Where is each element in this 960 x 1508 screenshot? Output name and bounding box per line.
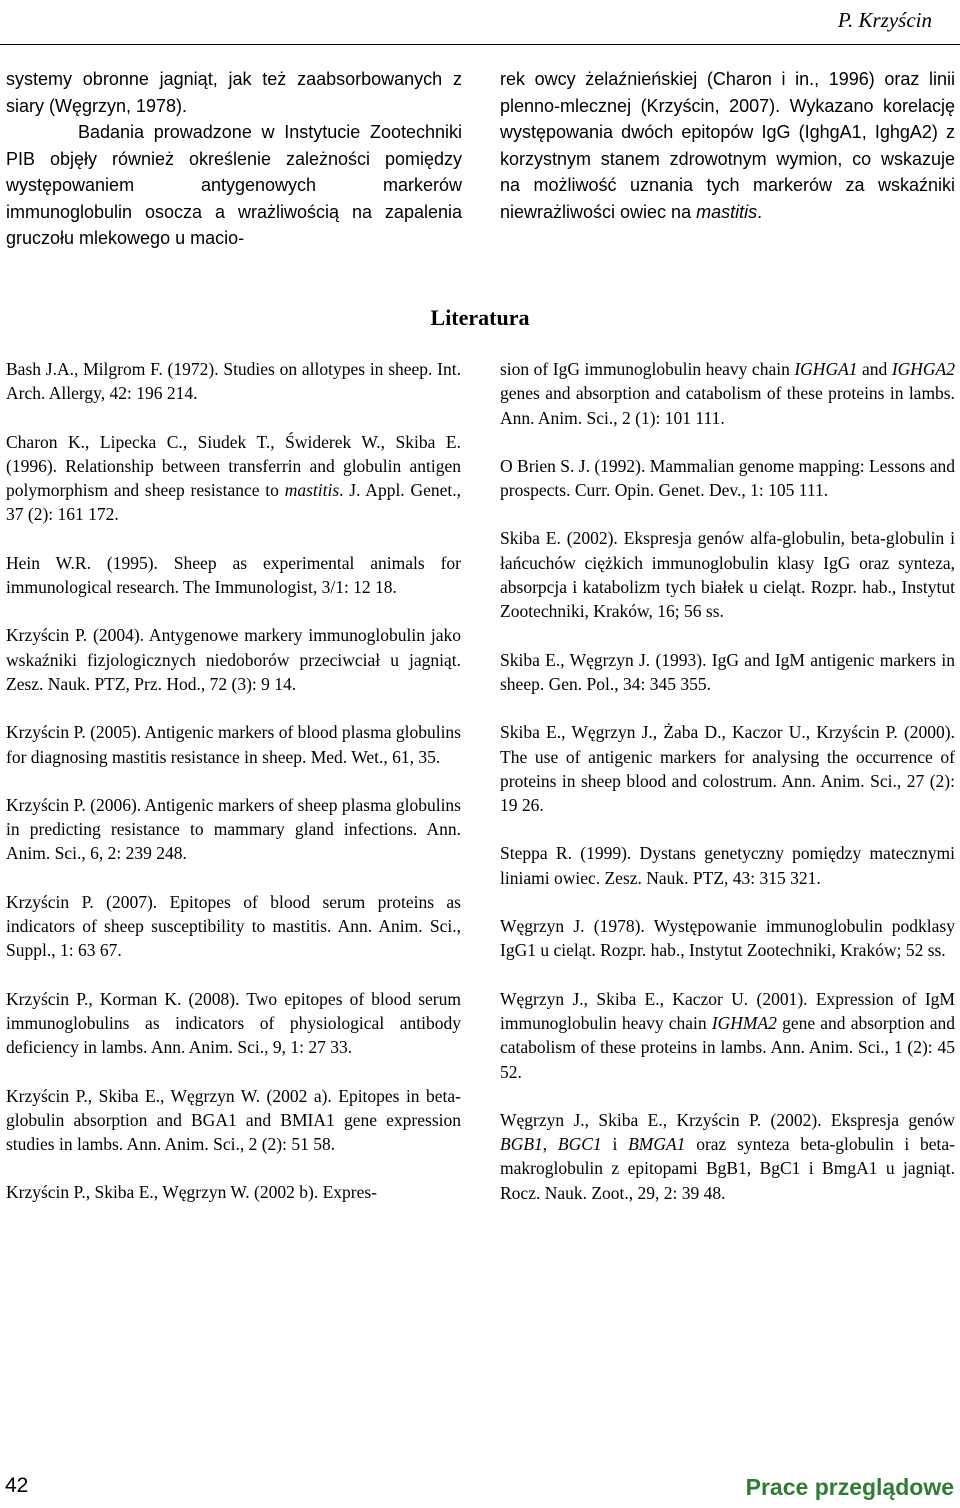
ref-italic: mastitis (284, 480, 340, 501)
reference-item (500, 648, 955, 697)
reference-item (6, 987, 461, 1060)
ref-text: Węgrzyn J., Skiba E., Kaczor U. (2001). Expression of IgM immunoglobulin heavy chain (500, 988, 955, 1033)
ref-text: oraz synteza beta-globulin i beta-makroglobulin z epitopami BgB1, BgC1 i BmgA1 u jagniąt. Rocz. Nauk. Zoot., 29, 2: 39 48. (500, 1134, 955, 1203)
ref-italic: BGC1 (557, 1134, 602, 1155)
ref-text: Węgrzyn J., Skiba E., Krzyścin P. (2002). Ekspresja genów (500, 1109, 955, 1130)
ref-text: Krzyścin P., Korman K. (2008). Two epitopes of blood serum immunoglobulins as indicators of physiological antibody deficiency in lambs. Ann. Anim. Sci., 9, 1: 27 33. (6, 988, 461, 1058)
ref-italic: BMGA1 (628, 1134, 686, 1155)
reference-item (6, 1180, 461, 1204)
ref-text: genes and absorption and catabolism of these proteins in lambs. Ann. Anim. Sci., 2 (1): 101 111. (500, 383, 955, 428)
ref-text: Węgrzyn J. (1978). Występowanie immunoglobulin podklasy IgG1 u cieląt. Rozpr. hab., Instytut Zootechniki, Kraków; 52 ss. (500, 916, 955, 961)
ref-text: Krzyścin P. (2004). Antygenowe markery immunoglobulin jako wskaźniki fizjologicznych niedoborów przeciwciał u jagniąt. Zesz. Nauk. PTZ, Prz. Hod., 72 (3): 9 14. (6, 625, 461, 694)
ref-text: Skiba E. (2002). Ekspresja genów alfa-globulin, beta-globulin i łańcuchów ciężkich immunoglobulin klasy IgG oraz synteza, absorpcja i katabolizm tych białek u cieląt. Rozpr. hab., Instytut Zootechniki, Kraków, 16; 56 ss. (500, 528, 955, 622)
ref-text: . J. Appl. Genet., 37 (2): 161 172. (6, 480, 461, 525)
body-paragraph: Badania prowadzone w Instytucie Zootechniki PIB objęły również określenie zależności pomiędzy występowaniem antygenowych markerów immunoglobulin osocza a wrażliwością na zapalenia gruczołu mlekowego u macio- (6, 122, 462, 248)
body-paragraph (500, 66, 955, 225)
reference-item (500, 1108, 955, 1205)
reference-item (500, 841, 955, 890)
body-text-italic: mastitis (696, 201, 758, 222)
ref-text: O Brien S. J. (1992). Mammalian genome mapping: Lessons and prospects. Curr. Opin. Genet. Dev., 1: 105 111. (500, 455, 955, 501)
section-title: Literatura (430, 305, 530, 330)
page-number: 42 (5, 1474, 29, 1497)
reference-item (500, 914, 955, 963)
ref-italic: IGHGA1 (794, 359, 858, 379)
reference-item (500, 454, 955, 503)
ref-italic: BGB1 (500, 1134, 543, 1155)
references-column-right (500, 357, 955, 1229)
ref-text: i (601, 1134, 629, 1155)
reference-item (500, 526, 955, 623)
ref-italic: IGHGA2 (891, 359, 955, 379)
reference-item (500, 357, 955, 430)
ref-text: Hein W.R. (1995). Sheep as experimental animals for immunological research. The Immunologist, 3/1: 12 18. (6, 552, 461, 598)
body-text-span: rek owcy żelaźnieńskiej (Charon i in., 1996) oraz linii plenno-mlecznej (Krzyścin, 2007). Wykazano korelację występowania dwóch epitopów IgG (IghgA1, IghgA2) z korzystnym stanem zdrowotnym wymion, co wskazuje na możliwość uznania tych markerów za wskaźniki niewrażliwości owiec na (500, 69, 955, 222)
ref-text: Bash J.A., Milgrom F. (1972). Studies on allotypes in sheep. Int. Arch. Allergy, 42: 196 214. (6, 359, 461, 404)
ref-text: Krzyścin P., Skiba E., Węgrzyn W. (2002 a). Epitopes in beta-globulin absorption and BGA1 and BMIA1 gene expression studies in lambs. Ann. Anim. Sci., 2 (2): 51 58. (6, 1085, 461, 1155)
reference-item (6, 357, 461, 406)
ref-text: gene and absorption and catabolism of these proteins in lambs. Ann. Anim. Sci., 1 (2): 45 52. (500, 1012, 955, 1082)
ref-text: Skiba E., Węgrzyn J. (1993). IgG and IgM antigenic markers in sheep. Gen. Pol., 34: 345 355. (500, 649, 955, 694)
ref-text: Krzyścin P., Skiba E., Węgrzyn W. (2002 b). Expres- (6, 1182, 378, 1203)
references-column-left (6, 357, 461, 1229)
ref-text: Charon K., Lipecka C., Siudek T., Świderek W., Skiba E. (1996). Relationship between transferrin and globulin antigen polymorphism and sheep resistance to (6, 431, 461, 501)
reference-item (6, 1084, 461, 1157)
running-header-author: P. Krzyścin (837, 8, 932, 32)
reference-item (500, 987, 955, 1084)
body-text-span: . (757, 201, 763, 222)
reference-item (6, 623, 461, 696)
body-column-left (6, 66, 462, 252)
ref-text: , (542, 1134, 558, 1155)
body-column-right (500, 66, 955, 225)
reference-item (500, 720, 955, 817)
reference-item (6, 551, 461, 600)
ref-text: Krzyścin P. (2007). Epitopes of blood serum proteins as indicators of sheep susceptibility to mastitis. Ann. Anim. Sci., Suppl., 1: 63 67. (6, 891, 461, 961)
ref-text: Krzyścin P. (2006). Antigenic markers of sheep plasma globulins in predicting resistance to mammary gland infections. Ann. Anim. Sci., 6, 2: 239 248. (6, 794, 461, 864)
footer-section-title: Prace przeglądowe (745, 1474, 954, 1500)
ref-italic: IGHMA2 (711, 1012, 777, 1033)
header-rule (0, 44, 960, 45)
body-paragraph: systemy obronne jagniąt, jak też zaabsorbowanych z siary (Węgrzyn, 1978). (6, 69, 462, 116)
ref-text: Skiba E., Węgrzyn J., Żaba D., Kaczor U., Krzyścin P. (2000). The use of antigenic markers for analysing the occurrence of proteins in sheep blood and colostrum. Ann. Anim. Sci., 27 (2): 19 26. (500, 722, 955, 816)
ref-text: Krzyścin P. (2005). Antigenic markers of blood plasma globulins for diagnosing mastitis resistance in sheep. Med. Wet., 61, 35. (6, 722, 461, 767)
ref-text: sion of IgG immunoglobulin heavy chain (500, 359, 795, 379)
reference-item (6, 793, 461, 866)
reference-item (6, 720, 461, 769)
reference-item (6, 430, 461, 527)
ref-text: and (857, 359, 892, 379)
ref-text: Steppa R. (1999). Dystans genetyczny pomiędzy matecznymi liniami owiec. Zesz. Nauk. PTZ, 43: 315 321. (500, 843, 955, 888)
reference-item (6, 890, 461, 963)
